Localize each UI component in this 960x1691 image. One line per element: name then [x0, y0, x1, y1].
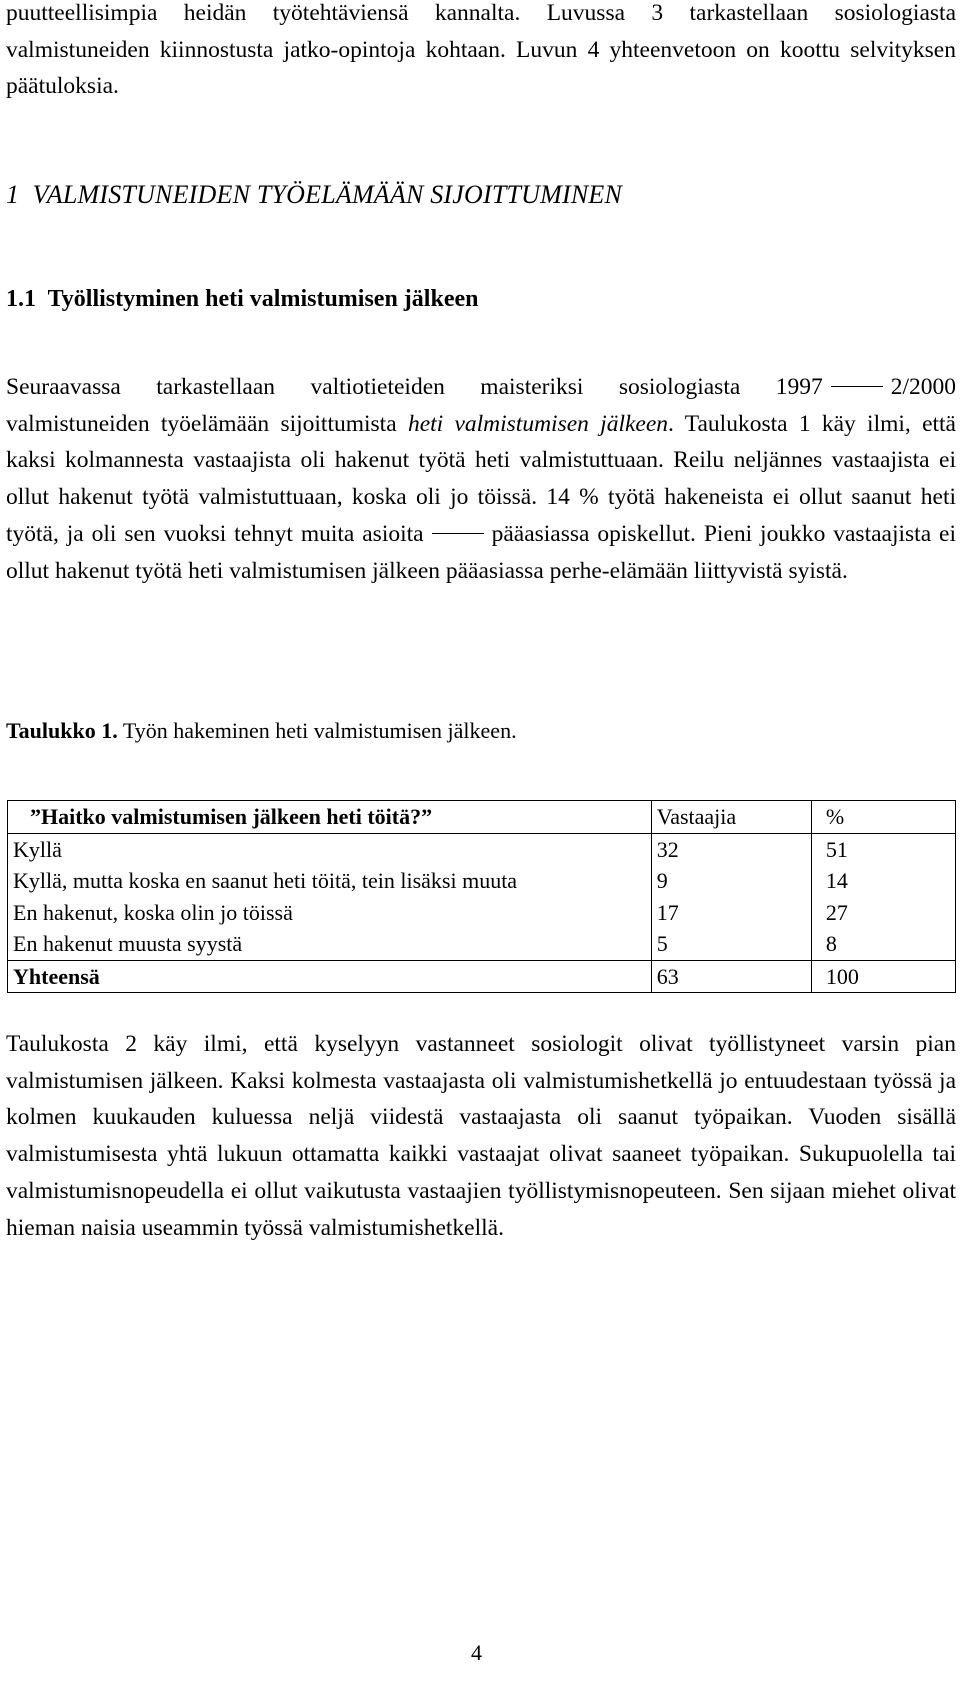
- row-count: 32: [651, 833, 811, 865]
- row-label: Kyllä: [8, 833, 652, 865]
- row-label: Kyllä, mutta koska en saanut heti töitä, tein lisäksi muuta: [8, 865, 652, 897]
- em-dash: [831, 386, 883, 387]
- row-percent: 8: [811, 928, 955, 960]
- total-count: 63: [651, 960, 811, 993]
- para1-part1: Seuraavassa tarkastellaan valtiotieteiden maisteriksi sosiologiasta 1997: [6, 374, 823, 400]
- table-row: [8, 928, 956, 960]
- para1-part2: 2/2000 valmistuneiden työelämään sijoittumista: [6, 374, 956, 437]
- row-count: 17: [651, 897, 811, 929]
- table-row: [8, 897, 956, 929]
- row-percent: 51: [811, 833, 955, 865]
- row-count: 5: [651, 928, 811, 960]
- results-table: [7, 800, 956, 993]
- em-dash: [432, 533, 484, 534]
- table-row: [8, 865, 956, 897]
- total-label: Yhteensä: [8, 960, 652, 993]
- section-paragraph-2: Taulukosta 2 käy ilmi, että kyselyyn vastanneet sosiologit olivat työllistyneet varsin pian valmistumisen jälkeen. Kaksi kolmesta vastaajasta oli valmistumishetkellä jo entuudestaan työssä ja kolmen kuukauden kuluessa neljä viidestä vastaajasta oli saanut työpaikan. Vuoden sisällä valmistumisesta yhtä lukuun ottamatta kaikki vastaajat olivat saaneet työpaikan. Sukupuolella tai valmistumisnopeudella ei ollut vaikutusta vastaajien työllistymisnopeuteen. Sen sijaan miehet olivat hieman naisia useammin työssä valmistumishetkellä.: [6, 1031, 956, 1241]
- section-heading: 1.1 Työllistyminen heti valmistumisen jälkeen: [6, 286, 479, 312]
- page-number: 4: [471, 1640, 482, 1665]
- table-header-row: [8, 801, 956, 834]
- total-percent: 100: [811, 960, 955, 993]
- chapter-heading: 1 VALMISTUNEIDEN TYÖELÄMÄÄN SIJOITTUMINEN: [6, 180, 623, 209]
- row-percent: 14: [811, 865, 955, 897]
- row-percent: 27: [811, 897, 955, 929]
- para1-emphasis: heti valmistumisen jälkeen: [407, 410, 669, 437]
- header-respondents: Vastaajia: [651, 801, 811, 834]
- table-row: [8, 833, 956, 865]
- table-caption: [6, 718, 517, 744]
- intro-paragraph: puutteellisimpia heidän työtehtäviensä kannalta. Luvussa 3 tarkastellaan sosiologiasta valmistuneiden kiinnostusta jatko-opintoja kohtaan. Luvun 4 yhteenvetoon on koottu selvityksen päätuloksia.: [6, 0, 956, 100]
- para1-part4: pääasiassa opiskellut. Pieni joukko vastaajista ei ollut hakenut työtä heti valmistumisen jälkeen pääasiassa perhe-elämään liittyvistä syistä.: [6, 520, 956, 584]
- row-label: En hakenut muusta syystä: [8, 928, 652, 960]
- document-page: [6, 0, 956, 1665]
- table-total-row: [8, 960, 956, 993]
- row-count: 9: [651, 865, 811, 897]
- table-caption-text: Työn hakeminen heti valmistumisen jälkeen.: [117, 718, 517, 743]
- section-paragraph-1: [6, 369, 956, 589]
- para1-part3: . Taulukosta 1 käy ilmi, että kaksi kolmannesta vastaajista oli hakenut työtä heti valmistuttuaan. Reilu neljännes vastaajista ei ollut hakenut työtä valmistuttuaan, koska oli jo töissä. 14 % työtä hakeneista ei ollut saanut heti työtä, ja oli sen vuoksi tehnyt muita asioita: [6, 410, 956, 547]
- header-percent: %: [811, 801, 955, 834]
- header-question: ”Haitko valmistumisen jälkeen heti töitä?”: [8, 801, 652, 834]
- table-container: [7, 800, 956, 993]
- table-caption-label: Taulukko 1.: [6, 718, 118, 743]
- row-label: En hakenut, koska olin jo töissä: [8, 897, 652, 929]
